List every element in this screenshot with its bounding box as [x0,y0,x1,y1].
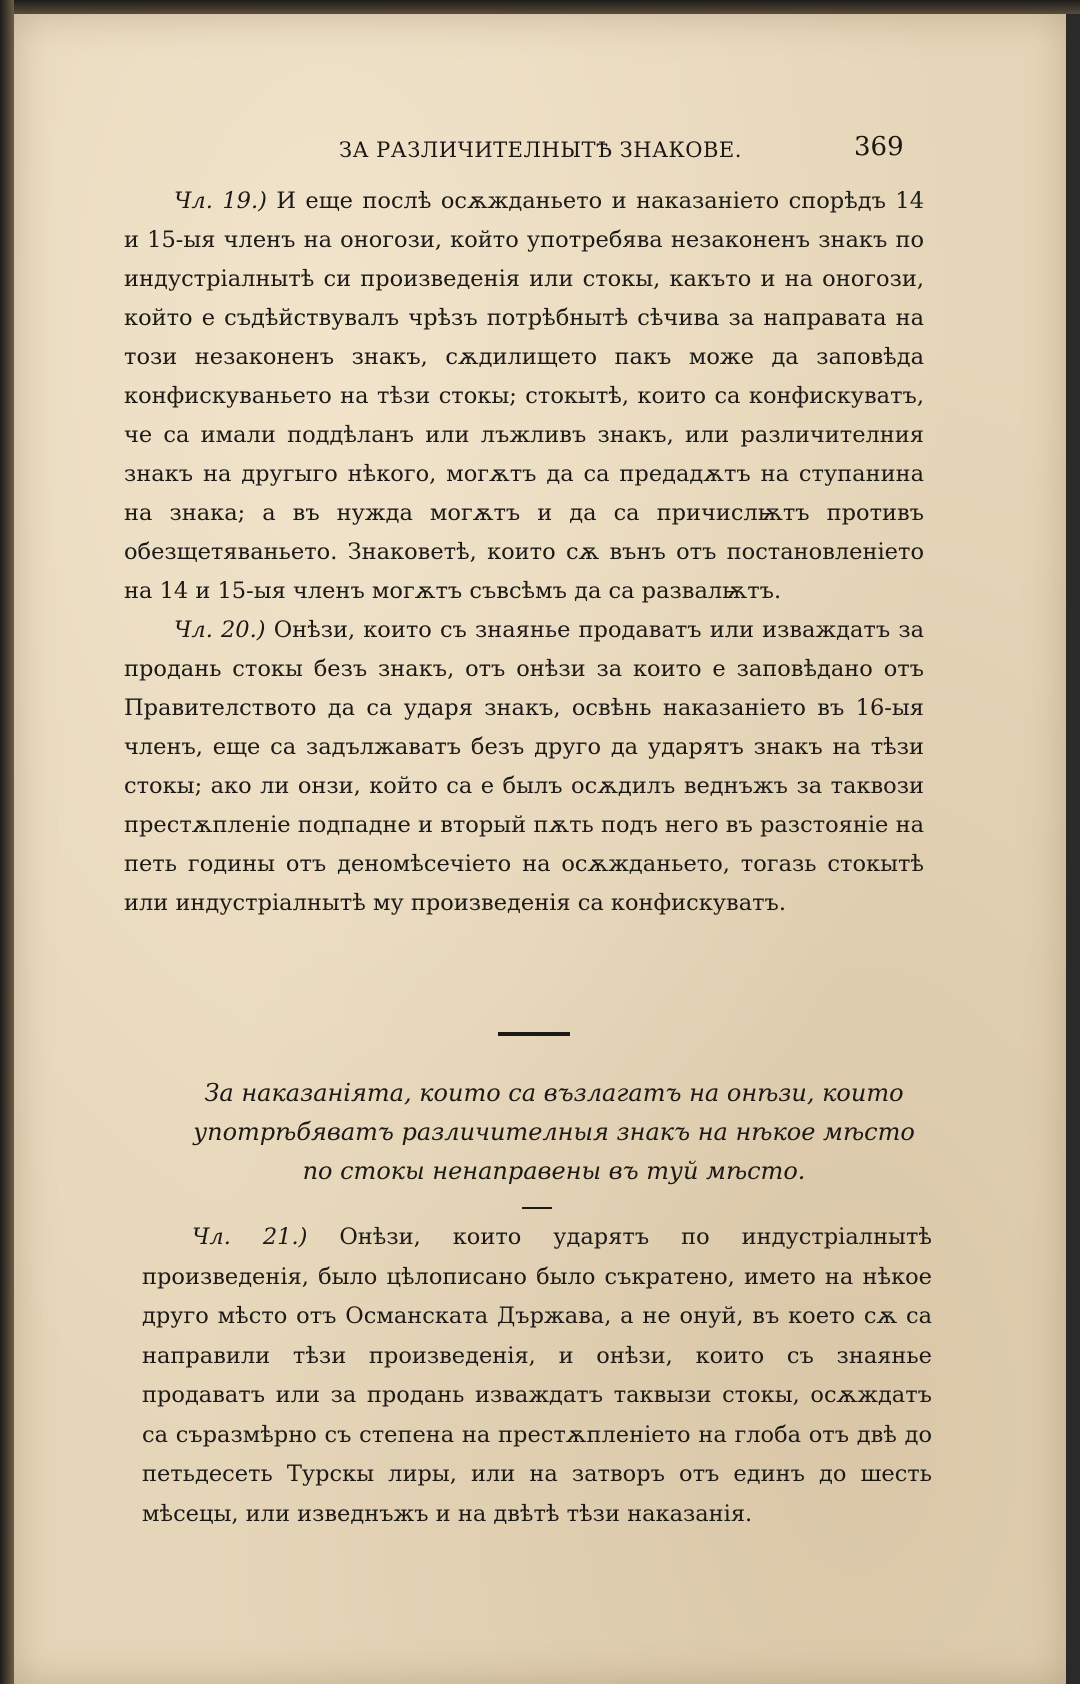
page-number: 369 [854,132,904,162]
article-19-label: Чл. 19.) [174,188,267,214]
section-divider [498,1032,570,1036]
article-21-text: Онѣзи, които ударятъ по индустріалнытѣ произведенія, было цѣлописано было съкратено, името на нѣкое друго мѣсто отъ Османската Държава, а не онуй, въ което сѫ са направили тѣзи произведенія, и онѣзи, които съ знаянье продаватъ или за продань изваждатъ таквызи стокы, осѫждатъ са съразмѣрно съ степена на престѫпленіето на глоба отъ двѣ до петьдесеть Турскы лиры, или на затворъ отъ единъ до шесть мѣсецы, или изведнъжъ и на двѣтѣ тѣзи наказанія. [142,1224,932,1527]
section-heading [149,1074,959,1191]
article-21 [142,1218,932,1534]
main-text-continued [142,1218,932,1534]
section-heading-line-3: по стокы ненаправены въ туй мѣсто. [302,1157,806,1185]
scan-top-edge [0,0,1080,14]
article-19-text: И еще послѣ осѫжданьето и наказаніето спорѣдъ 14 и 15-ыя членъ на оногози, който употребява незаконенъ знакъ по индустріалнытѣ си произведенія или стокы, какъто и на оногози, който е съдѣйствувалъ чрѣзъ потрѣбнытѣ сѣчива за направата на този незаконенъ знакъ, сѫдилището пакъ може да заповѣда конфискуваньето на тѣзи стокы; стокытѣ, които са конфискуватъ, че са имали поддѣланъ или лъжливъ знакъ, или различителния знакъ на другыго нѣкого, могѫтъ да са предадѫтъ на ступанина на знака; а въ нужда могѫтъ и да са причислѭтъ противъ обезщетяваньето. Знаковетѣ, които сѫ вънъ отъ постановленіето на 14 и 15-ыя членъ могѫтъ съвсѣмъ да са развалѭтъ. [124,188,925,604]
article-21-label: Чл. 21.) [192,1224,308,1250]
article-20-label: Чл. 20.) [174,617,266,643]
article-20 [124,611,924,923]
book-page [14,14,1066,1684]
section-heading-line-2: употрѣбяватъ различителныя знакъ на нѣкое мѣсто [193,1118,915,1146]
section-heading-line-1: За наказаніята, които са възлагатъ на онѣзи, които [204,1079,904,1107]
running-head: ЗА РАЗЛИЧИТЕЛНЫТѢ ЗНАКОВЕ. [339,138,742,162]
article-19 [124,182,924,611]
page-header [14,122,1066,162]
scan-left-edge [0,0,14,1684]
heading-underline [522,1207,552,1209]
main-text [124,182,924,923]
article-20-text: Онѣзи, които съ знаянье продаватъ или изваждатъ за продань стокы безъ знакъ, отъ онѣзи за които е заповѣдано отъ Правителството да са ударя знакъ, освѣнь наказаніето въ 16-ыя членъ, еще са задължаватъ безъ друго да ударятъ знакъ на тѣзи стокы; ако ли онзи, който са е былъ осѫдилъ веднъжъ за таквози престѫпленіе подпадне и вторый пѫть подъ него въ разстояніе на петь годины отъ деномѣсечіето на осѫжданьето, тогазь стокытѣ или индустріалнытѣ му произведенія са конфискуватъ. [124,617,925,916]
